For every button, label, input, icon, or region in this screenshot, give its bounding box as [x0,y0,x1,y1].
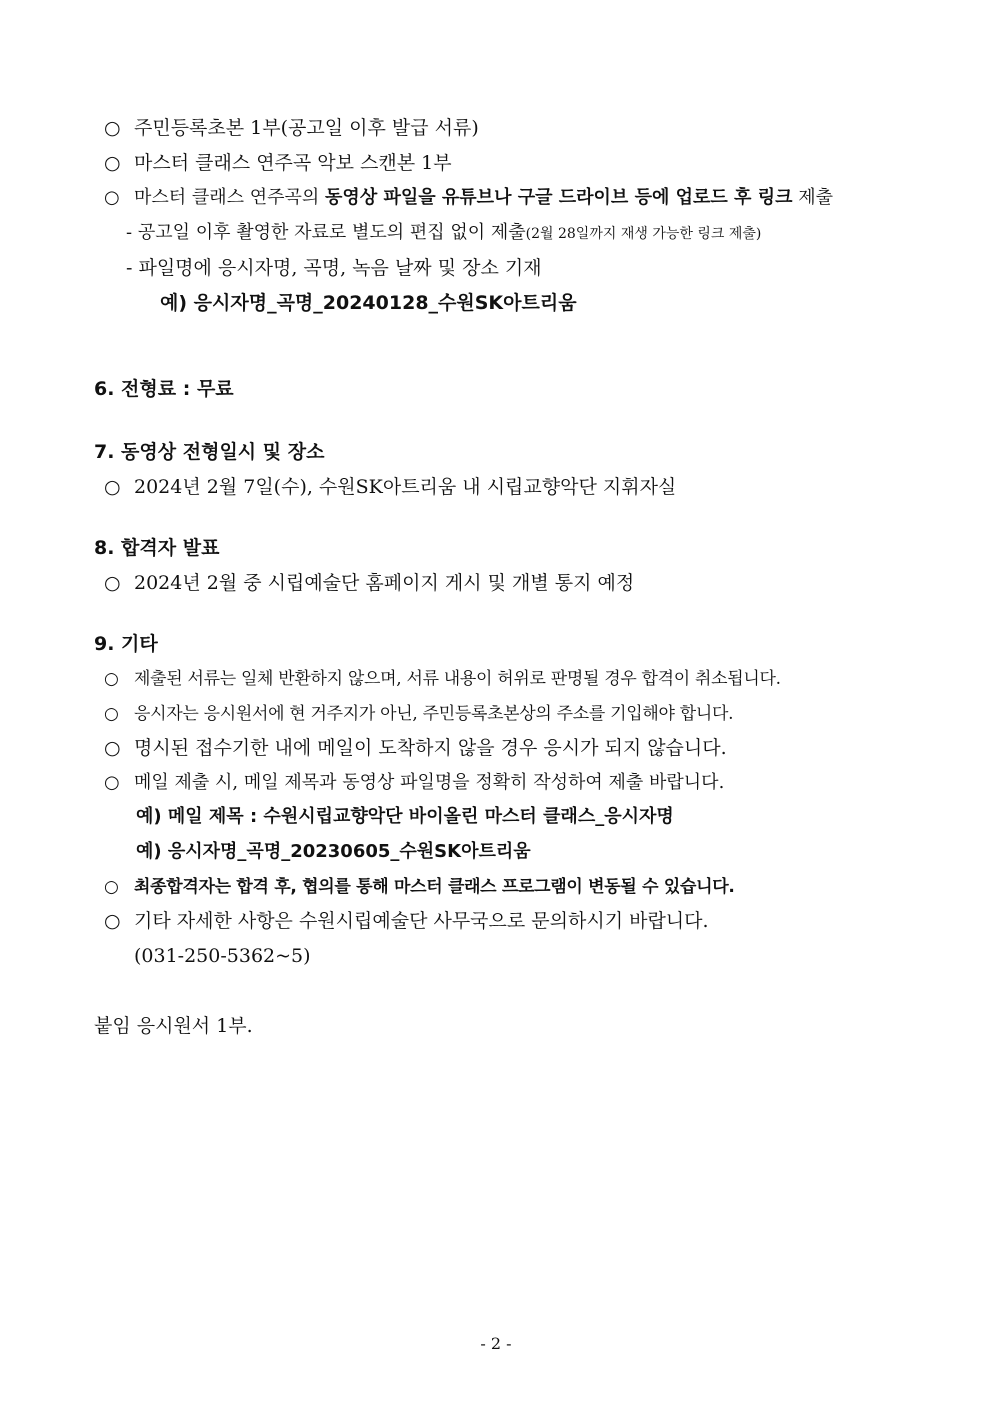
sub-item-note: (2월 28일까지 재생 가능한 링크 제출) [525,226,762,242]
section-heading: 6. 전형료 : 무료 [94,378,234,400]
contact-phone: (031-250-5362~5) [134,945,311,967]
section-heading: 7. 동영상 전형일시 및 장소 [94,441,325,463]
list-item [104,116,479,140]
item-text: 제출된 서류는 일체 반환하지 않으며, 서류 내용이 허위로 판명될 경우 합격이 취소됩니다. [134,669,781,689]
bullet: ○ [104,669,119,689]
item-text: 응시자는 응시원서에 현 거주지가 아닌, 주민등록초본상의 주소를 기입해야 합니다. [134,704,734,724]
list-item [104,875,735,899]
list-item [104,151,452,175]
bullet: ○ [104,117,121,139]
bullet: ○ [104,704,119,724]
bullet: ○ [104,737,121,759]
bullet: ○ [104,877,119,897]
example-line: 예) 응시자명_곡명_20230605_수원SK아트리움 [136,841,531,862]
example-line: 예) 메일 제목 : 수원시립교향악단 바이올린 마스터 클래스_응시자명 [136,806,674,827]
item-text: 기타 자세한 사항은 수원시립예술단 사무국으로 문의하시기 바랍니다. [134,910,709,932]
list-item [104,186,833,210]
bullet: ○ [104,187,120,208]
sub-item-text: 파일명에 응시자명, 곡명, 녹음 날짜 및 장소 기재 [138,257,542,279]
list-item [104,771,724,795]
list-item [104,475,676,499]
list-item [104,909,709,933]
bullet: ○ [104,772,120,793]
section-heading: 9. 기타 [94,633,158,655]
dash: - [126,257,133,279]
item-text: 주민등록초본 1부(공고일 이후 발급 서류) [134,117,479,139]
item-text: 마스터 클래스 연주곡 악보 스캔본 1부 [134,152,452,174]
item-text-prefix: 마스터 클래스 연주곡의 [134,187,326,208]
attachment-note: 붙임 응시원서 1부. [94,1015,253,1037]
page-number: - 2 - [480,1334,512,1353]
bullet: ○ [104,476,121,498]
item-text: 2024년 2월 중 시립예술단 홈페이지 게시 및 개별 통지 예정 [134,572,635,594]
item-text-suffix: 제출 [792,187,833,208]
list-item [104,667,781,691]
list-item [104,702,733,726]
dash: - [126,222,133,243]
list-item [104,736,727,760]
bullet: ○ [104,152,121,174]
bullet: ○ [104,910,121,932]
item-text: 최종합격자는 합격 후, 협의를 통해 마스터 클래스 프로그램이 변동될 수 있습니다. [134,877,735,897]
section-heading: 8. 합격자 발표 [94,537,220,559]
bullet: ○ [104,572,121,594]
list-item [104,571,634,595]
sub-item [126,256,542,280]
sub-item-text: 공고일 이후 촬영한 자료로 별도의 편집 없이 제출 [137,222,526,243]
item-text-bold: 동영상 파일을 유튜브나 구글 드라이브 등에 업로드 후 링크 [325,187,793,208]
example-line: 예) 응시자명_곡명_20240128_수원SK아트리움 [160,292,577,314]
item-text: 명시된 접수기한 내에 메일이 도착하지 않을 경우 응시가 되지 않습니다. [134,737,727,759]
item-text: 2024년 2월 7일(수), 수원SK아트리움 내 시립교향악단 지휘자실 [134,476,677,498]
sub-item [126,221,761,246]
item-text: 메일 제출 시, 메일 제목과 동영상 파일명을 정확히 작성하여 제출 바랍니다. [134,772,725,793]
